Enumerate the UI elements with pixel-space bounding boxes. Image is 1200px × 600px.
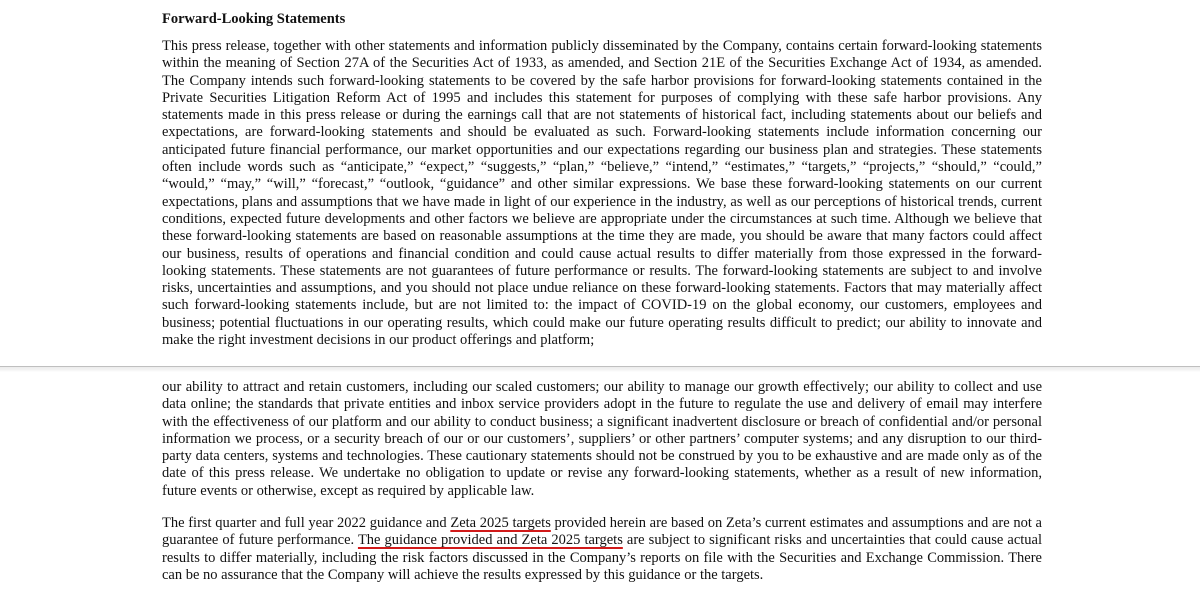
paragraph-risk-factors: our ability to attract and retain customers, including our scaled customers; our ability to manage our growth effectively; our ability to collect and use data online; the standards that private entities and inbox service providers adopt in the future to regulate the use and delivery of email may interfere with the effectiveness of our platform and our ability to conduct business; a significant inadvertent disclosure or breach of confidential and/or personal information we process, or a security breach of our or our customers’, suppliers’ or other partners’ computer systems; and any disruption to our third-party data centers, systems and technologies. These cautionary statements should not be construed by you to be exhaustive and are made only as of the date of this press release. We undertake no obligation to update or revise any forward-looking statements, whether as a result of new information, future events or otherwise, except as required by applicable law.: [162, 379, 1042, 499]
document-page-bottom: [0, 372, 1200, 600]
guidance-text-part-2: provided herein are based on Zeta’s current estimates and assumptions and are not a guarantee of future performance.: [162, 515, 1042, 549]
highlight-guidance-and-targets: The guidance provided and Zeta 2025 targets: [357, 532, 623, 549]
section-heading: Forward-Looking Statements: [162, 11, 346, 27]
guidance-text-part-1: The first quarter and full year 2022 guidance and: [162, 515, 451, 531]
guidance-text-part-3: are subject to significant risks and uncertainties that could cause actual results to differ materially, including the risk factors discussed in the Company’s reports on file with the Securities and Exchange Commission. There can be no assurance that the Company will achieve the results expressed by this guidance or the targets.: [162, 532, 1043, 583]
paragraph-guidance-disclaimer: [162, 515, 1042, 584]
highlight-zeta-2025-targets: Zeta 2025 targets: [450, 515, 551, 531]
paragraph-safe-harbor: This press release, together with other statements and information publicly disseminated by the Company, contains certain forward-looking statements within the meaning of Section 27A of the Securities Act of 1933, as amended, and Section 21E of the Securities Exchange Act of 1934, as amended. The Company intends such forward-looking statements to be covered by the safe harbor provisions for forward-looking statements contained in the Private Securities Litigation Reform Act of 1995 and includes this statement for purposes of complying with these safe harbor provisions. Any statements made in this press release or during the earnings call that are not statements of historical fact, including statements about our beliefs and expectations, are forward-looking statements and should be evaluated as such. Forward-looking statements include information concerning our anticipated future financial performance, our market opportunities and our expectations regarding our business plan and strategies. These statements often include words such as “anticipate,” “expect,” “suggests,” “plan,” “believe,” “intend,” “estimates,” “targets,” “projects,” “should,” “could,” “would,” “may,” “will,” “forecast,” “outlook, “guidance” and other similar expressions. We base these forward-looking statements on our current expectations, plans and assumptions that we have made in light of our experience in the industry, as well as our perceptions of historical trends, current conditions, expected future developments and other factors we believe are appropriate under the circumstances at such time. Although we believe that these forward-looking statements are based on reasonable assumptions at the time they are made, you should be aware that many factors could affect our business, results of operations and financial condition and could cause actual results to differ materially from those expressed in the forward-looking statements. These statements are not guarantees of future performance or results. The forward-looking statements are subject to and involve risks, uncertainties and assumptions, and you should not place undue reliance on these forward-looking statements. Factors that may materially affect such forward-looking statements include, but are not limited to: the impact of COVID-19 on the global economy, our customers, employees and business; potential fluctuations in our operating results, which could make our future operating results difficult to predict; our ability to innovate and make the right investment decisions in our product offerings and platform;: [162, 38, 1042, 349]
